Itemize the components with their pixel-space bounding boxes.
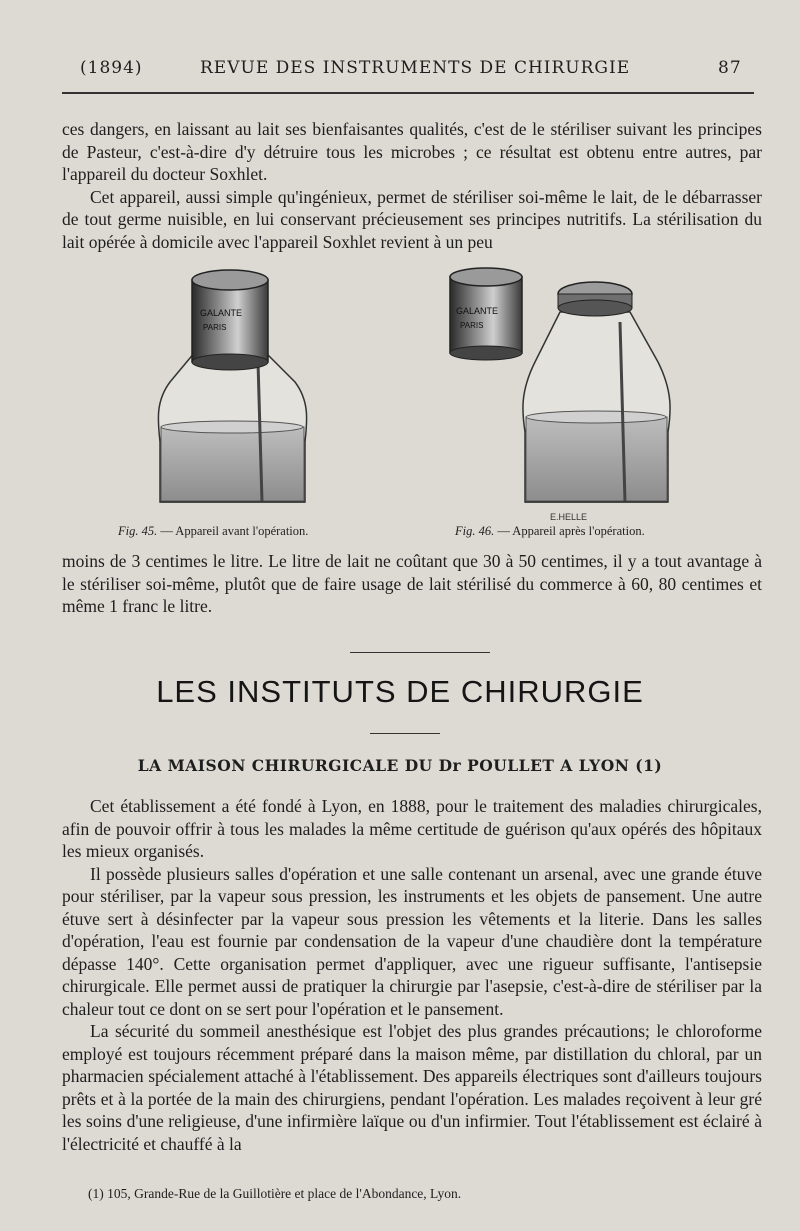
page-number: 87: [718, 58, 742, 78]
fig46-bottle: [523, 282, 670, 502]
fig45-bottle: [158, 352, 306, 502]
fig46-caption: [455, 524, 645, 539]
continuation-paragraph: moins de 3 centimes le litre. Le litre de lait ne coûtant que 30 à 50 centimes, il y a tout avantage à le stériliser soi-même, plutôt que de faire usage de lait stérilisé du commerce à 60, 80 centimes et même 1 franc le litre.: [62, 551, 762, 616]
fig46-cap: [450, 268, 522, 360]
fig46-cap-label: GALANTE: [456, 306, 499, 316]
fig45-cap: [192, 270, 268, 370]
section-rule-top: [350, 652, 490, 653]
section-paragraph-1: Cet établissement a été fondé à Lyon, en 1888, pour le traitement des maladies chirurgicales, afin de pouvoir offrir à tous les malades la même certitude de guérison qu'aux opérés des hôpitaux les mieux organisés.: [62, 796, 762, 861]
section-body: [62, 795, 762, 1155]
fig46-cap-city: PARIS: [460, 321, 484, 330]
intro-paragraph-2: Cet appareil, aussi simple qu'ingénieux, permet de stériliser soi-même le lait, de le débarrasser de tout germe nuisible, en lui conservant précieusement ses principes nutritifs. La stérilisation du lait opérée à domicile avec l'appareil Soxhlet revient à un peu: [62, 186, 762, 252]
fig45-caption: [118, 524, 308, 539]
header-rule: [62, 92, 754, 94]
running-title: REVUE DES INSTRUMENTS DE CHIRURGIE: [200, 58, 631, 78]
header-year: (1894): [80, 58, 143, 78]
fig46-number: Fig. 46.: [455, 524, 495, 538]
section-title: LES INSTITUTS DE CHIRURGIE: [156, 674, 644, 709]
fig45-cap-city: PARIS: [203, 323, 227, 332]
engraver-signature: E.HELLE: [550, 512, 588, 522]
section-paragraph-2: Il possède plusieurs salles d'opération et une salle contenant un arsenal, avec une grande étuve pour stériliser, par la vapeur sous pression, les instruments et les objets de pansement. Une autre étuve sert à désinfecter par la vapeur sous pression les vêtements et la literie. Dans les salles d'opération, l'eau est fournie par condensation de la vapeur d'une chaudière dont la température dépasse 140°. Cette organisation permet d'appliquer, avec une rigueur suffisante, l'antisepsie chirurgicale. Elle permet aussi de pratiquer la chirurgie par l'asepsie, c'est-à-dire de stériliser par la chaleur tout ce dont on se sert pour l'opération et le pansement.: [62, 863, 762, 1019]
fig45-cap-label: GALANTE: [200, 308, 243, 318]
section-rule-bottom: [370, 733, 440, 734]
intro-text: [62, 118, 762, 253]
fig45-number: Fig. 45.: [118, 524, 158, 538]
fig45-caption-text: — Appareil avant l'opération.: [157, 524, 309, 538]
section-subtitle: LA MAISON CHIRURGICALE DU Dr POULLET A LYON (1): [137, 756, 663, 775]
footnote: (1) 105, Grande-Rue de la Guillotière et place de l'Abondance, Lyon.: [88, 1186, 462, 1201]
intro-paragraph-1: ces dangers, en laissant au lait ses bienfaisantes qualités, c'est de le stériliser suivant les principes de Pasteur, c'est-à-dire d'y détruire tous les microbes ; ce résultat est obtenu entre autres, par l'appareil du docteur Soxhlet.: [62, 119, 762, 184]
fig46-caption-text: — Appareil après l'opération.: [494, 524, 645, 538]
section-paragraph-3: La sécurité du sommeil anesthésique est l'objet des plus grandes précautions; le chloroforme employé est toujours récemment préparé dans la maison même, par distillation du chloral, par un pharmacien spécialement attaché à l'établissement. Des appareils électriques sont d'ailleurs toujours prêts et à la portée de la main des chirurgiens, pendant l'opération. Les malades reçoivent à leur gré les soins d'une religieuse, d'une infirmière laïque ou d'un infirmier. Tout l'établissement est éclairé à l'électricité et chauffé à la: [62, 1021, 762, 1154]
figure-illustrations: [100, 262, 700, 524]
